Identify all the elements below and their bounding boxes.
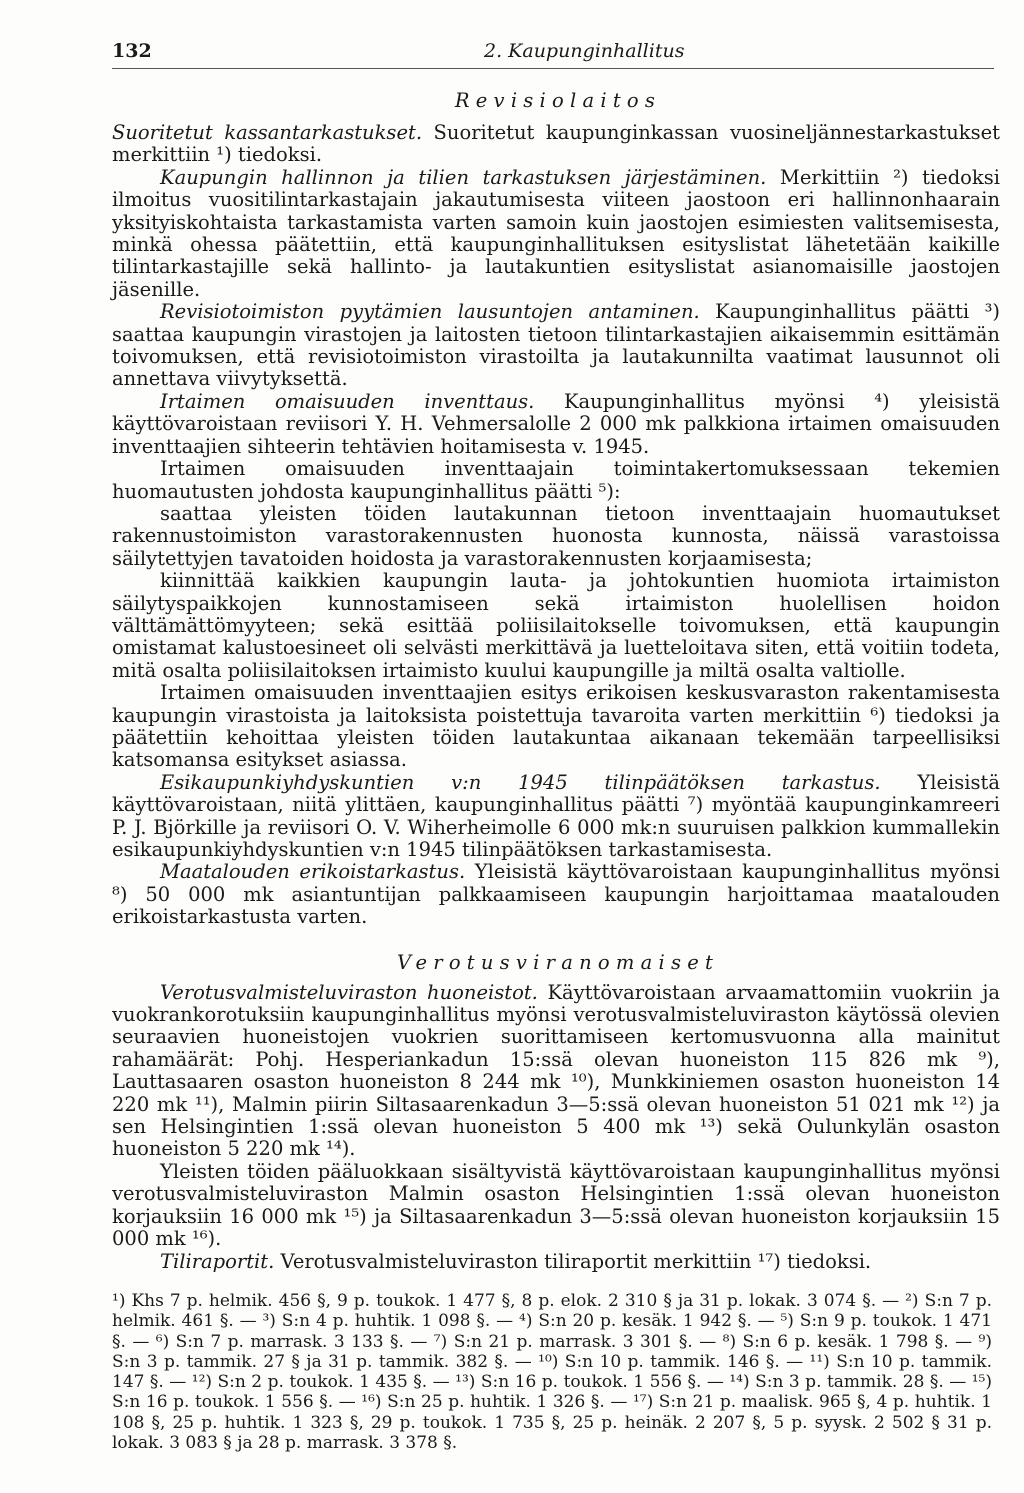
paragraph-text: Kaupunginhallitus päätti ³) saattaa kaupungin virastojen ja laitosten tietoon tilintarkastajien aikaisemmin esittämän toivomuksen, että revisiotoimiston virastoilta ja lautakunnilta vaatimat lausunnot oli annettava viivytyksettä. [112, 300, 1000, 391]
paragraph-lead: Verotusvalmisteluviraston huoneistot. [160, 980, 538, 1004]
paragraph-text: Kaupunginhallitus myönsi ⁴) yleisistä käyttövaroistaan reviisori Y. H. Vehmersalolle 2 000 mk palkkiona irtaimen omaisuuden inventtaajien sihteerin tehtävien hoitamisesta v. 1945. [112, 389, 1000, 458]
paragraph-text: Irtaimen omaisuuden inventtaajain toimintakertomuksessaan tekemien huomautusten johdosta kaupunginhallitus päätti ⁵): [112, 457, 1000, 503]
paragraph-text: Käyttövaroistaan arvaamattomiin vuokriin ja vuokrankorotuksiin kaupunginhallitus myönsi verotusvalmisteluviraston käytössä olevien seuraavien huoneistojen vuokrien suorittamiseen kertomusvuonna alla mainitut rahamäärät: Pohj. Hesperiankadun 15:ssä olevan huoneiston 115 826 mk ⁹), Lauttasaaren osaston huoneiston 8 244 mk ¹⁰), Munkkiniemen osaston huoneiston 14 220 mk ¹¹), Malmin piirin Siltasaarenkadun 3—5:ssä olevan huoneiston 51 021 mk ¹²) ja sen Helsingintien 1:ssä olevan huoneiston 5 400 mk ¹³) sekä Oulunkylän osaston huoneiston 5 220 mk ¹⁴). [112, 980, 1000, 1161]
paragraph [112, 1251, 1004, 1273]
paragraph [112, 861, 1004, 928]
section-heading: Verotusviranomaiset [396, 950, 720, 974]
paragraph [112, 503, 1004, 570]
paragraph-lead: Kaupungin hallinnon ja tilien tarkastuksen järjestäminen. [160, 165, 767, 189]
paragraph-text: Irtaimen omaisuuden inventtaajien esitys erikoisen keskusvaraston rakentamisesta kaupungin virastoista ja laitoksista poistettuja tavaroita varten merkittiin ⁶) tiedoksi ja päätettiin kehoittaa yleisten töiden lautakuntaa aikanaan tekemään tarpeellisiksi katsomansa esitykset asiassa. [112, 681, 1000, 772]
paragraph [112, 772, 1004, 862]
paragraph [112, 570, 1004, 682]
paragraph-lead: Esikaupunkiyhdyskuntien v:n 1945 tilinpäätöksen tarkastus. [160, 770, 881, 794]
section-verotusviranomaiset [112, 951, 1004, 1273]
page-number: 132 [112, 40, 152, 62]
paragraph [112, 167, 1004, 301]
paragraph-lead: Tiliraportit. [160, 1249, 275, 1273]
paragraph [112, 391, 1004, 458]
paragraph-text: saattaa yleisten töiden lautakunnan tietoon inventtaajain huomautukset rakennustoimiston varastorakennusten huonosta kunnosta, näissä varastoissa säilytettyjen tavatoiden hoidosta ja varastorakennusten korjaamisesta; [112, 501, 1000, 570]
paragraph [112, 682, 1004, 772]
paragraph-text: Yleisistä käyttövaroistaan, niitä ylittäen, kaupunginhallitus päätti ⁷) myöntää kaupunginkamreeri P. J. Björkille ja reviisori O. V. Wiherheimolle 6 000 mk:n suuruisen palkkion kummallekin esikaupunkiyhdyskuntien v:n 1945 tilinpäätöksen tarkastamisesta. [112, 770, 1000, 861]
section-heading: Revisiolaitos [454, 89, 662, 112]
footnote-text: ¹) Khs 7 p. helmik. 456 §, 9 p. toukok. 1 477 §, 8 p. elok. 2 310 § ja 31 p. lokak. 3 074 §. — ²) S:n 7 p. helmik. 461 §. — ³) S:n 4 p. huhtik. 1 098 §. — ⁴) S:n 20 p. kesäk. 1 942 §. — ⁵) S:n 9 p. toukok. 1 471 §. — ⁶) S:n 7 p. marrask. 3 133 §. — ⁷) S:n 21 p. marrask. 3 301 §. — ⁸) S:n 6 p. kesäk. 1 798 §. — ⁹) S:n 3 p. tammik. 27 § ja 31 p. tammik. 382 §. — ¹⁰) S:n 10 p. tammik. 146 §. — ¹¹) S:n 10 p. tammik. 147 §. — ¹²) S:n 2 p. toukok. 1 435 §. — ¹³) S:n 16 p. toukok. 1 556 §. — ¹⁴) S:n 3 p. tammik. 28 §. — ¹⁵) S:n 16 p. toukok. 1 556 §. — ¹⁶) S:n 25 p. huhtik. 1 326 §. — ¹⁷) S:n 21 p. maalisk. 965 §, 4 p. huhtik. 1 108 §, 25 p. huhtik. 1 323 §, 29 p. toukok. 1 735 §, 25 p. heinäk. 2 207 §, 5 p. syysk. 2 502 § 31 p. lokak. 3 083 § ja 28 p. marrask. 3 378 §. [112, 1290, 992, 1453]
footnotes [112, 1283, 1004, 1453]
section-revisiolaitos [112, 89, 1004, 929]
paragraph [112, 301, 1004, 391]
paragraph-lead: Irtaimen omaisuuden inventtaus. [160, 389, 535, 413]
paragraph-text: Merkittiin ²) tiedoksi ilmoitus vuositilintarkastajain jakautumisesta viiteen jaostoon eri hallinnonhaarain yksityiskohtaista tarkastamista varten samoin kuin jaostojen esimiesten valitsemisesta, minkä ohessa päätettiin, että kaupunginhallituksen esityslistat lähetetään kaikille tilintarkastajille sekä hallinto- ja lautakuntien esityslistat asianomaisille jaostojen jäsenille. [112, 165, 1000, 301]
paragraph-text: Yleisistä käyttövaroistaan kaupunginhallitus myönsi ⁸) 50 000 mk asiantuntijan palkkaamiseen kaupungin harjoittamaa maatalouden erikoistarkastusta varten. [112, 860, 1000, 929]
paragraph-text: Yleisten töiden pääluokkaan sisältyvistä käyttövaroistaan kaupunginhallitus myönsi verotusvalmisteluviraston Malmin osaston Helsingintien 1:ssä olevan huoneiston korjauksiin 16 000 mk ¹⁵) ja Siltasaarenkadun 3—5:ssä olevan huoneiston korjauksiin 15 000 mk ¹⁶). [112, 1159, 1000, 1251]
paragraph-text: Verotusvalmisteluviraston tiliraportit merkittiin ¹⁷) tiedoksi. [274, 1249, 872, 1273]
paragraph [112, 122, 1004, 167]
paragraph-text: Suoritetut kaupunginkassan vuosineljännestarkastukset merkittiin ¹) tiedoksi. [112, 121, 1000, 167]
paragraph-lead: Maatalouden erikoistarkastus. [160, 860, 466, 884]
paragraph-lead: Revisiotoimiston pyytämien lausuntojen antaminen. [160, 300, 700, 324]
paragraph [112, 458, 1004, 503]
running-head [112, 40, 994, 69]
paragraph-text: kiinnittää kaikkien kaupungin lauta- ja johtokuntien huomiota irtaimiston säilytyspaikkojen kunnostamiseen sekä irtaimiston huolellisen hoidon välttämättömyyteen; sekä esittää poliisilaitokselle toivomuksen, että kaupungin omistamat kalustoesineet oli selvästi merkittävä ja luetteloitava siten, että voitiin todeta, mitä osalta poliisilaitoksen irtaimisto kuului kaupungille ja miltä osalta valtiolle. [112, 569, 1000, 682]
paragraph [112, 982, 1004, 1161]
chapter-title: 2. Kaupunginhallitus [484, 40, 685, 62]
paragraph [112, 1161, 1004, 1251]
paragraph-lead: Suoritetut kassantarkastukset. [112, 121, 423, 144]
